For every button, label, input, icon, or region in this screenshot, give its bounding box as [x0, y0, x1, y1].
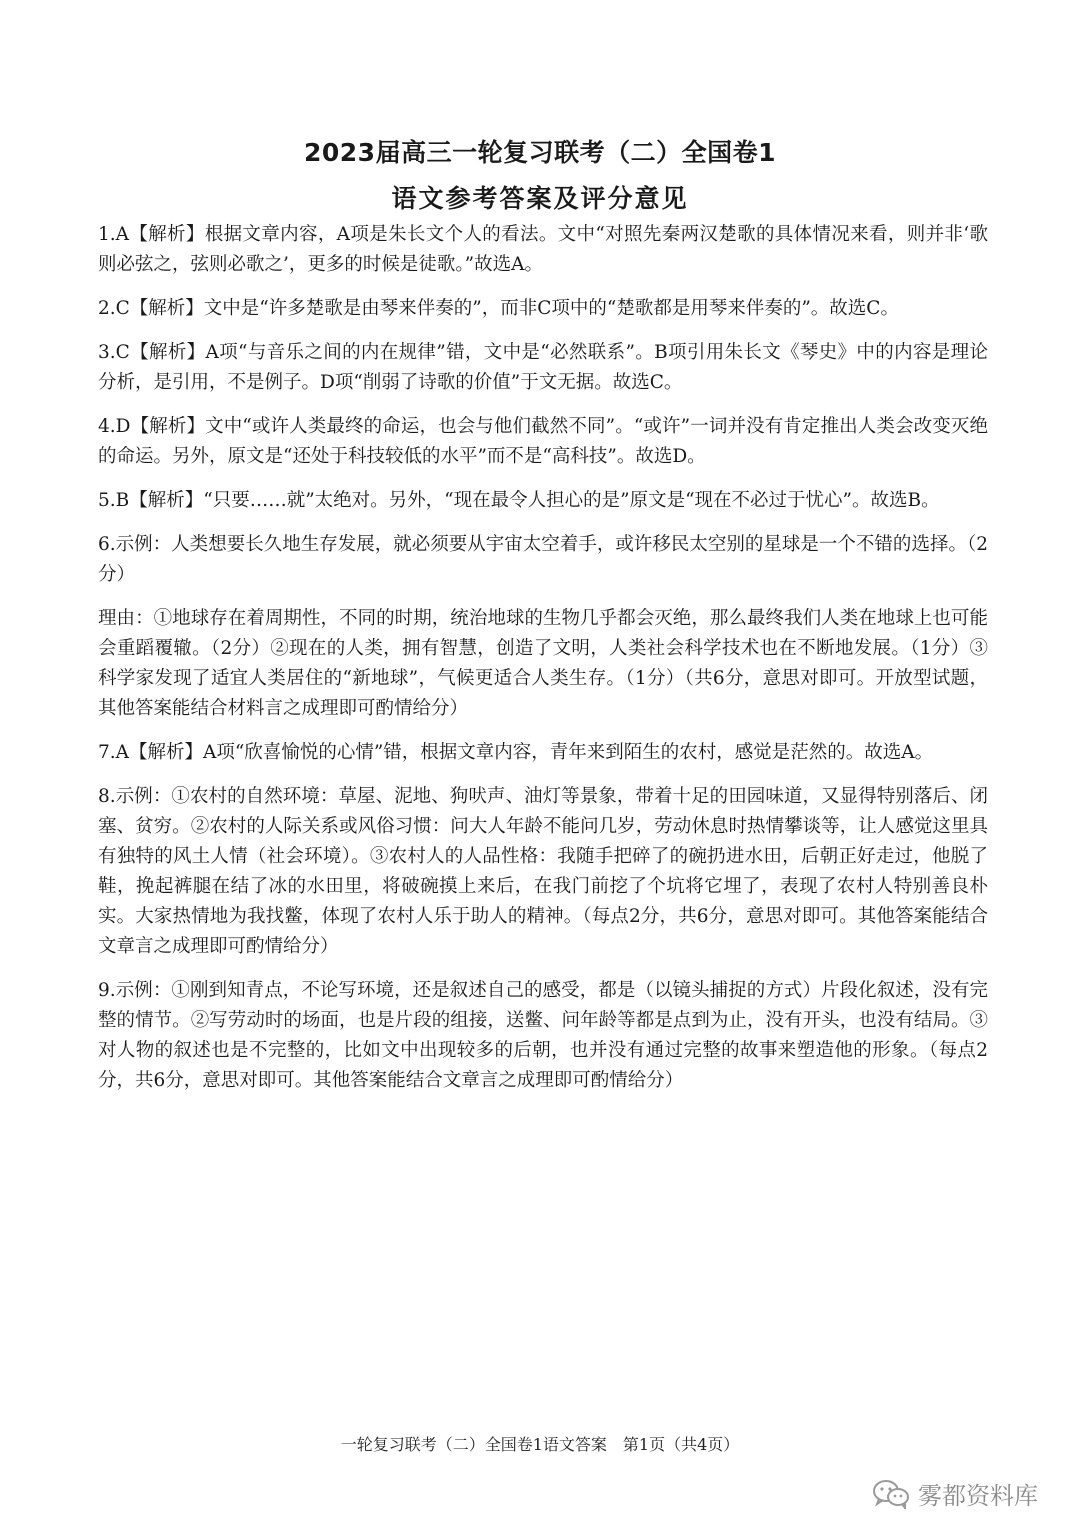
- answer-2: 2.C【解析】文中是“许多楚歌是由琴来伴奏的”，而非C项中的“楚歌都是用琴来伴奏的”。故选C。: [98, 298, 899, 319]
- answer-1: 1.A【解析】根据文章内容，A项是朱长文个人的看法。文中“对照先秦两汉楚歌的具体情况来看，则并非‘歌则必弦之，弦则必歌之’，更多的时候是徒歌。”故选A。: [98, 224, 988, 275]
- page-subtitle: 语文参考答案及评分意见: [391, 184, 689, 213]
- answer-6-reason: 理由：①地球存在着周期性，不同的时期，统治地球的生物几乎都会灭绝，那么最终我们人类在地球上也可能会重蹈覆辙。（2分）②现在的人类，拥有智慧，创造了文明，人类社会科学技术也在不断地发展。（1分）③科学家发现了适宜人类居住的“新地球”，气候更适合人类生存。（1分）（共6分，意思对即可。开放型试题，其他答案能结合材料言之成理即可酌情给分）: [98, 608, 988, 719]
- watermark: [872, 1476, 1038, 1511]
- answer-6-example: 6.示例：人类想要长久地生存发展，就必须要从宇宙太空着手，或许移民太空别的星球是一个不错的选择。（2分）: [98, 534, 988, 585]
- wechat-icon: [872, 1479, 910, 1509]
- watermark-text: 雾都资料库: [918, 1482, 1038, 1510]
- page-title: 2023届高三一轮复习联考（二）全国卷1: [304, 138, 776, 167]
- answer-5: 5.B【解析】“只要……就”太绝对。另外，“现在最令人担心的是”原文是“现在不必过于忧心”。故选B。: [98, 490, 940, 511]
- answer-3: 3.C【解析】A项“与音乐之间的内在规律”错，文中是“必然联系”。B项引用朱长文《琴史》中的内容是理论分析，是引用，不是例子。D项“削弱了诗歌的价值”于文无据。故选C。: [98, 342, 988, 393]
- answer-7: 7.A【解析】A项“欣喜愉悦的心情”错，根据文章内容，青年来到陌生的农村，感觉是茫然的。故选A。: [98, 742, 934, 763]
- page-footer: 一轮复习联考（二）全国卷1语文答案 第1页（共4页）: [340, 1435, 740, 1454]
- answer-4: 4.D【解析】文中“或许人类最终的命运，也会与他们截然不同”。“或许”一词并没有肯定推出人类会改变灭绝的命运。另外，原文是“还处于科技较低的水平”而不是“高科技”。故选D。: [98, 416, 988, 467]
- answer-9: 9.示例：①刚到知青点，不论写环境，还是叙述自己的感受，都是（以镜头捕捉的方式）片段化叙述，没有完整的情节。②写劳动时的场面，也是片段的组接，送鳖、问年龄等都是点到为止，没有开头，也没有结局。③对人物的叙述也是不完整的，比如文中出现较多的后朝，也并没有通过完整的故事来塑造他的形象。（每点2分，共6分，意思对即可。其他答案能结合文章言之成理即可酌情给分）: [98, 980, 988, 1091]
- answer-8: 8.示例：①农村的自然环境：草屋、泥地、狗吠声、油灯等景象，带着十足的田园味道，又显得特别落后、闭塞、贫穷。②农村的人际关系或风俗习惯：问大人年龄不能问几岁，劳动休息时热情攀谈等，让人感觉这里具有独特的风土人情（社会环境）。③农村人的人品性格：我随手把碎了的碗扔进水田，后朝正好走过，他脱了鞋，挽起裤腿在结了冰的水田里，将破碗摸上来后，在我门前挖了个坑将它埋了，表现了农村人特别善良朴实。大家热情地为我找鳖，体现了农村人乐于助人的精神。（每点2分，共6分，意思对即可。其他答案能结合文章言之成理即可酌情给分）: [98, 786, 988, 957]
- answer-list: [98, 220, 988, 1110]
